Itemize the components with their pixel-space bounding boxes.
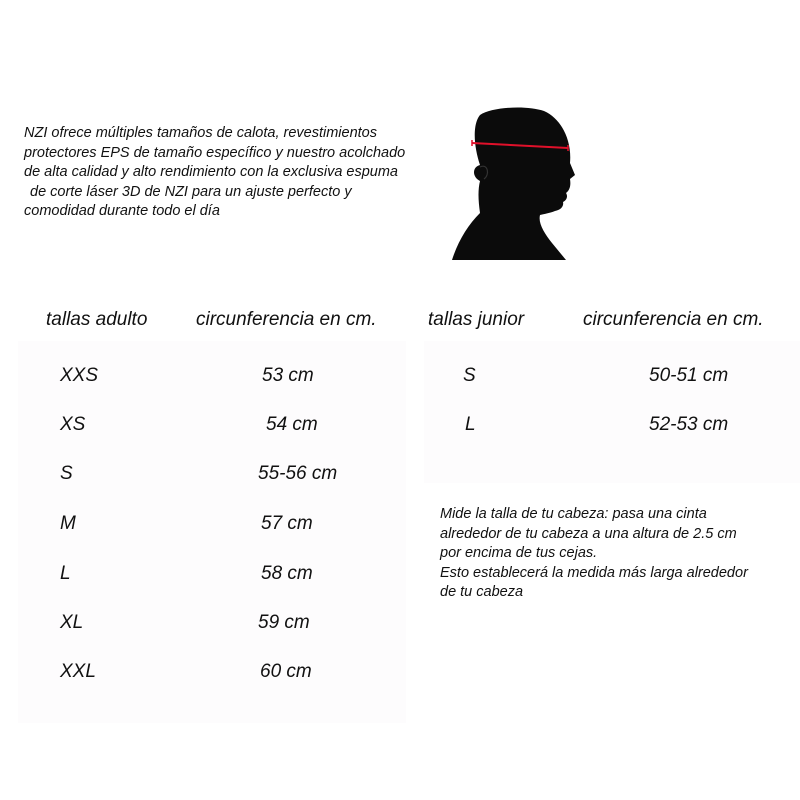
adult-circ-cell: 53 cm [262,365,314,386]
adult-circ-cell: 60 cm [260,661,312,682]
head-silhouette [452,108,575,260]
note-line: por encima de tus cejas. [440,545,598,561]
intro-line: comodidad durante todo el día [24,203,220,219]
adult-size-cell: M [60,513,76,534]
intro-text [24,124,454,222]
measure-instructions [440,505,790,603]
intro-line: NZI ofrece múltiples tamaños de calota, revestimientos [24,125,377,141]
junior-size-table [424,341,800,483]
junior-size-cell: S [463,365,476,386]
head-profile-icon [444,103,584,263]
junior-size-cell: L [465,414,476,435]
adult-circ-cell: 54 cm [266,414,318,435]
adult-circ-header: circunferencia en cm. [196,309,377,330]
note-line: de tu cabeza [440,584,524,600]
junior-circ-cell: 50-51 cm [649,365,729,386]
adult-circ-cell: 55-56 cm [258,463,338,484]
note-line: alrededor de tu cabeza a una altura de 2.5 cm [440,525,737,542]
adult-circ-cell: 59 cm [258,612,310,633]
adult-circ-cell: 57 cm [261,513,313,534]
intro-line: de corte láser 3D de NZI para un ajuste perfecto y [30,183,352,200]
adult-size-cell: XXS [60,365,99,386]
adult-size-cell: S [60,463,73,484]
intro-line: protectores EPS de tamaño específico y nuestro acolchado [24,144,406,161]
adult-circ-cell: 58 cm [261,563,313,584]
adult-size-cell: XXL [60,661,96,682]
adult-size-cell: XL [60,612,84,633]
adult-size-cell: L [60,563,71,584]
note-line: Mide la talla de tu cabeza: pasa una cinta [440,506,707,522]
intro-line: de alta calidad y alto rendimiento con la exclusiva espuma [24,164,398,180]
adult-size-header: tallas adulto [46,309,148,330]
junior-circ-cell: 52-53 cm [649,414,729,435]
junior-circ-header: circunferencia en cm. [583,309,764,330]
junior-size-header: tallas junior [428,309,525,330]
note-line: Esto establecerá la medida más larga alrededor [440,564,748,581]
adult-size-cell: XS [60,414,86,435]
